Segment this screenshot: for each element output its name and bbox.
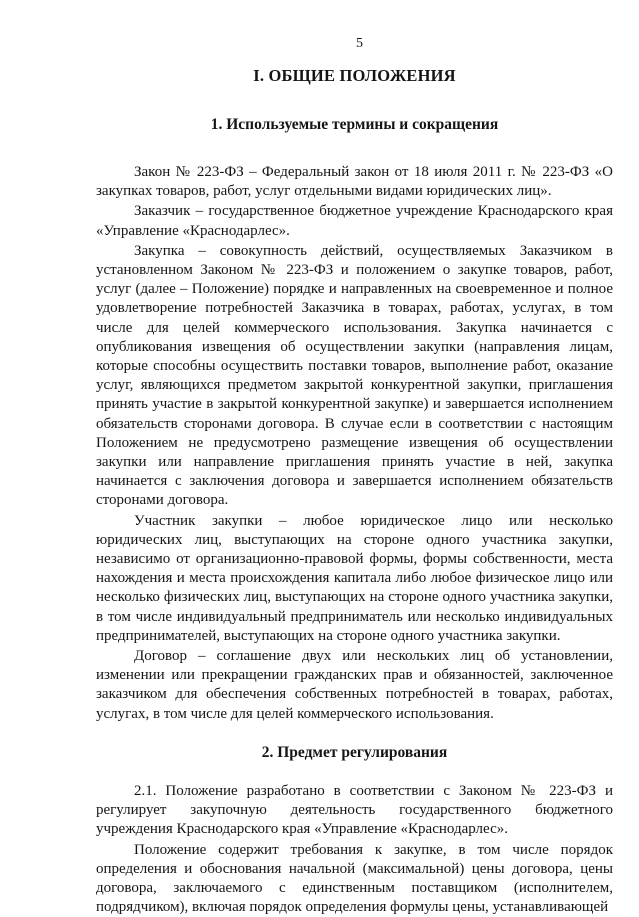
paragraph-law-definition: Закон № 223-ФЗ – Федеральный закон от 18 июля 2011 г. № 223-ФЗ «О закупках товаров, работ, услуг отдельными видами юридических лиц». <box>96 163 613 201</box>
page-number: 5 <box>96 36 613 52</box>
paragraph-procurement-definition: Закупка – совокупность действий, осуществляемых Заказчиком в установленном Законом № 223-ФЗ и положением о закупке товаров, работ, услуг (далее – Положение) порядке и направленных на своевременное и полное удовлетворение потребностей Заказчика в товарах, работах, услугах, в том числе для целей коммерческого использования. Закупка начинается с опубликования извещения об осуществлении закупки (направления лицам, которые способны осуществить поставки товаров, выполнение работ, оказание услуг, являющихся предметом закрытой конкурентной закупки, приглашения принять участие в закрытой конкурентной закупке) и завершается исполнением обязательств сторонами договора. В случае если в соответствии с настоящим Положением не предусмотрено размещение извещения об осуществлении закупки или направление приглашения принять участие в ней, закупка начинается с заключения договора и завершается исполнением обязательств сторонами договора. <box>96 242 613 511</box>
section-title-terms: 1. Используемые термины и сокращения <box>96 116 613 134</box>
section-title-subject: 2. Предмет регулирования <box>96 744 613 762</box>
paragraph-participant-definition: Участник закупки – любое юридическое лицо или несколько юридических лиц, выступающих на стороне одного участника закупки, независимо от организационно-правовой формы, формы собственности, места нахождения и места происхождения капитала либо любое физическое лицо или несколько физических лиц, выступающих на стороне одного участника закупки, в том числе индивидуальный предприниматель или несколько индивидуальных предпринимателей, выступающих на стороне одного участника закупки. <box>96 512 613 646</box>
chapter-title: I. ОБЩИЕ ПОЛОЖЕНИЯ <box>96 66 613 86</box>
paragraph-customer-definition: Заказчик – государственное бюджетное учреждение Краснодарского края «Управление «Краснодарлес». <box>96 202 613 240</box>
paragraph-requirements: Положение содержит требования к закупке, в том числе порядок определения и обоснования начальной (максимальной) цены договора, цены договора, заключаемого с единственным поставщиком (исполнителем, подрядчиком), включая порядок определения формулы цены, устанавливающей <box>96 841 613 917</box>
paragraph-contract-definition: Договор – соглашение двух или нескольких лиц об установлении, изменении или прекращении гражданских прав и обязанностей, заключенное заказчиком для обеспечения собственных потребностей в товарах, работах, услугах, в том числе для целей коммерческого использования. <box>96 647 613 724</box>
paragraph-2-1: 2.1. Положение разработано в соответствии с Законом № 223-ФЗ и регулирует закупочную деятельность государственного бюджетного учреждения Краснодарского края «Управление «Краснодарлес». <box>96 782 613 840</box>
